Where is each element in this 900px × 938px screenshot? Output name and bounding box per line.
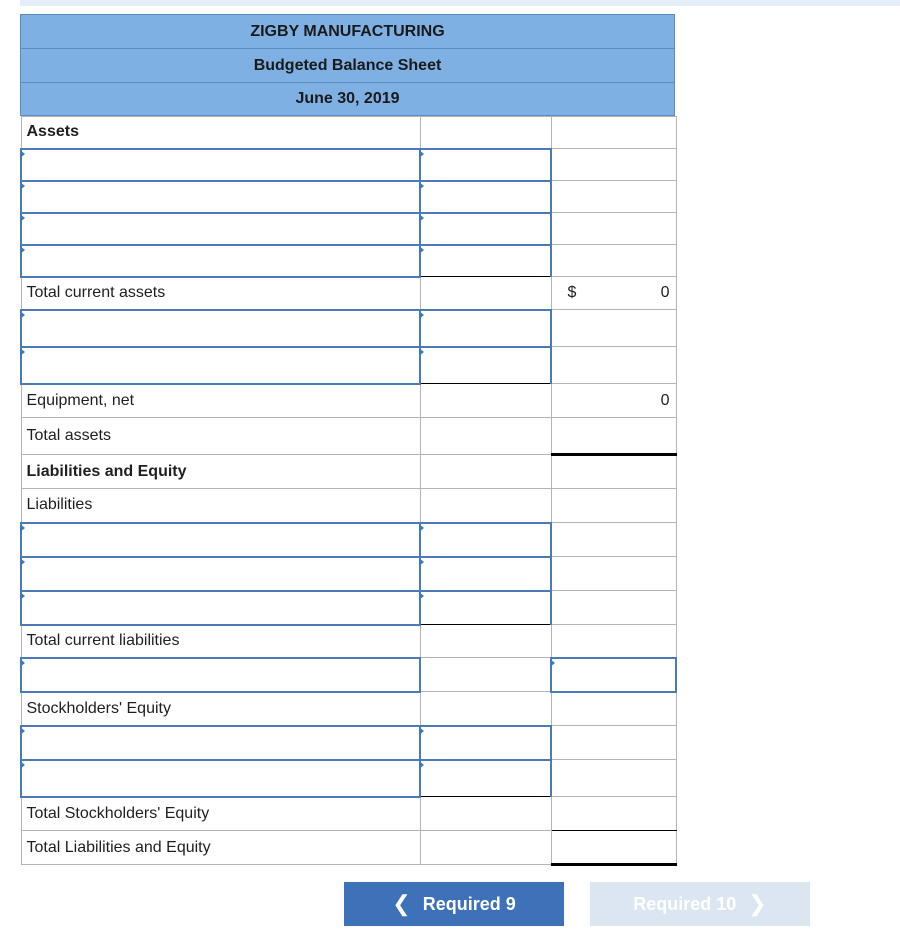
balance-sheet-table [20,116,677,866]
long-term-asset-1-amount-input[interactable] [420,310,551,347]
table-row [21,455,676,489]
total-current-liabilities-row [21,625,676,658]
long-term-asset-row-1 [21,310,676,347]
other-liability-amount-input[interactable] [551,658,676,692]
liability-row-1 [21,523,676,557]
statement-date: June 30, 2019 [20,82,675,116]
chevron-left-icon: ❮ [392,891,411,916]
company-name: ZIGBY MANUFACTURING [20,14,675,48]
table-row [21,692,676,726]
total-liabilities-and-equity-row [21,831,676,865]
current-asset-1-label-input[interactable] [21,149,420,181]
stockholders-equity-subheading: Stockholders' Equity [21,692,420,726]
next-required-button[interactable] [590,882,810,926]
long-term-asset-2-label-input[interactable] [21,347,420,384]
equipment-net-value: 0 [551,384,676,418]
currency-symbol: $ [567,284,577,301]
equipment-net-label: Equipment, net [21,384,420,418]
current-asset-4-label-input[interactable] [21,245,420,277]
liability-2-label-input[interactable] [21,557,420,591]
equity-row-1 [21,726,676,760]
total-current-assets-value: $ 0 [551,277,676,310]
current-asset-row-1 [21,149,676,181]
current-asset-3-label-input[interactable] [21,213,420,245]
current-asset-2-amount-input[interactable] [420,181,551,213]
assets-heading: Assets [21,117,420,149]
equity-2-label-input[interactable] [21,760,420,797]
total-current-assets-label: Total current assets [21,277,420,310]
equity-1-amount-input[interactable] [420,726,551,760]
statement-title: Budgeted Balance Sheet [20,48,675,82]
liabilities-and-equity-heading: Liabilities and Equity [21,455,420,489]
other-liability-label-input[interactable] [21,658,420,692]
table-row [21,117,676,149]
equity-1-label-input[interactable] [21,726,420,760]
liability-row-3 [21,591,676,625]
previous-button-label: Required 9 [422,893,516,914]
current-asset-row-4 [21,245,676,277]
table-row [21,489,676,523]
liability-3-label-input[interactable] [21,591,420,625]
previous-required-button[interactable] [344,882,564,926]
long-term-asset-1-label-input[interactable] [21,310,420,347]
equipment-net-row [21,384,676,418]
current-asset-row-3 [21,213,676,245]
current-asset-3-amount-input[interactable] [420,213,551,245]
balance-sheet [20,14,675,866]
other-liability-row [21,658,676,692]
long-term-asset-2-amount-input[interactable] [420,347,551,384]
liability-3-amount-input[interactable] [420,591,551,625]
total-assets-value [551,418,676,455]
liability-1-label-input[interactable] [21,523,420,557]
current-asset-2-label-input[interactable] [21,181,420,213]
liability-row-2 [21,557,676,591]
total-stockholders-equity-label: Total Stockholders' Equity [21,797,420,831]
liability-1-amount-input[interactable] [420,523,551,557]
total-assets-row [21,418,676,455]
total-liabilities-and-equity-value [551,831,676,865]
current-asset-row-2 [21,181,676,213]
liability-2-amount-input[interactable] [420,557,551,591]
total-current-assets-row [21,277,676,310]
current-asset-1-amount-input[interactable] [420,149,551,181]
total-current-liabilities-label: Total current liabilities [21,625,420,658]
equity-row-2 [21,760,676,797]
long-term-asset-row-2 [21,347,676,384]
total-assets-label: Total assets [21,418,420,455]
current-asset-4-amount-input[interactable] [420,245,551,277]
liabilities-subheading: Liabilities [21,489,420,523]
total-stockholders-equity-row [21,797,676,831]
total-liabilities-and-equity-label: Total Liabilities and Equity [21,831,420,865]
top-strip [20,0,900,6]
total-stockholders-equity-value [551,797,676,831]
next-button-label: Required 10 [633,893,737,914]
equity-2-amount-input[interactable] [420,760,551,797]
chevron-right-icon: ❯ [748,891,767,916]
